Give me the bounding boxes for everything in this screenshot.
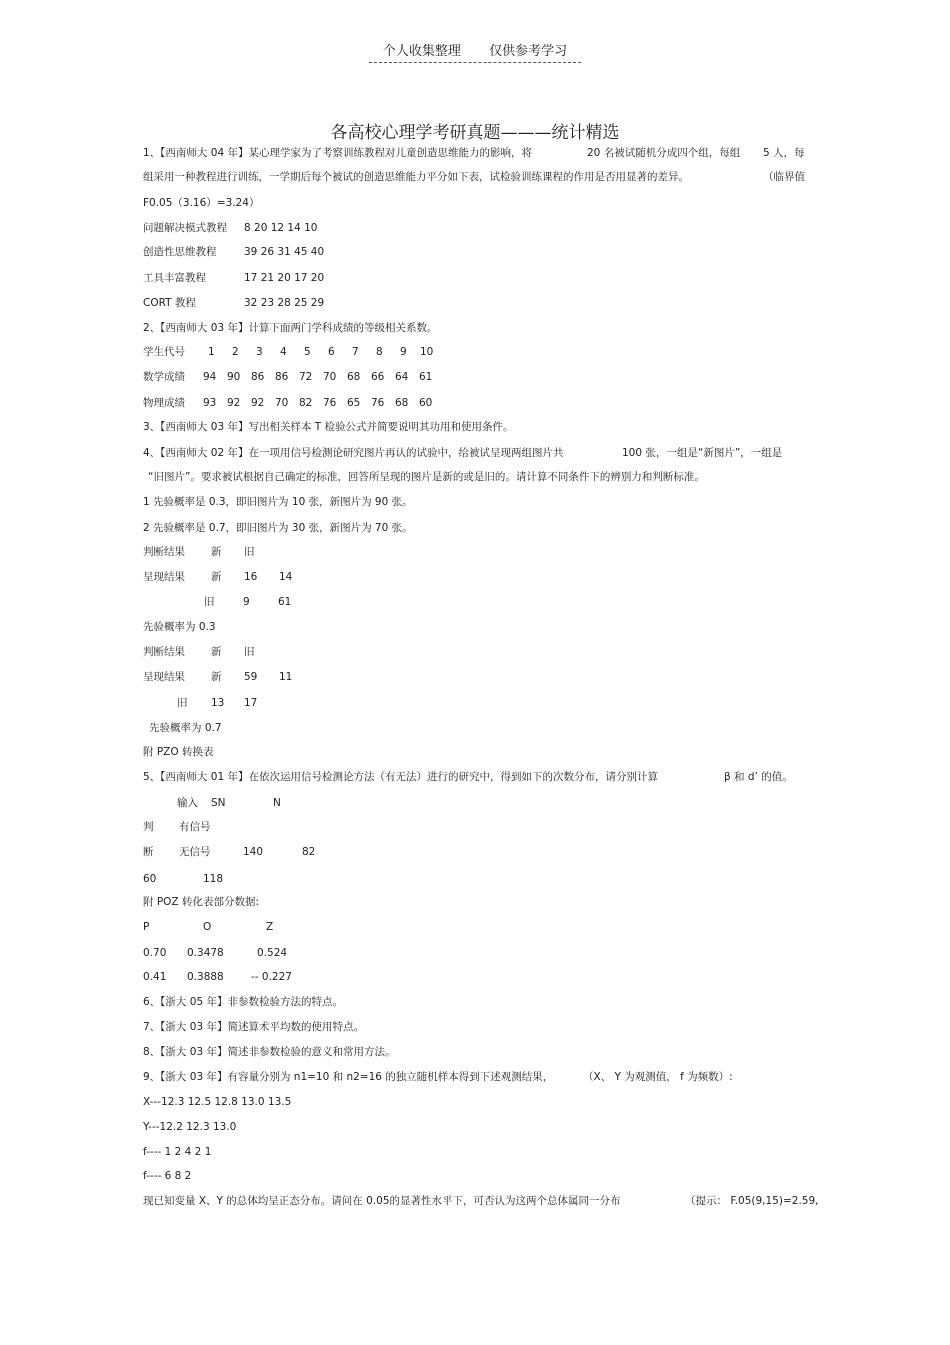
q1-row-values: 8 20 12 14 10 xyxy=(244,222,318,234)
q2-cell: 76 xyxy=(371,397,385,409)
q2-cell: 65 xyxy=(347,397,361,409)
q1-row-label: 问题解决模式教程 xyxy=(143,222,227,234)
q2-cell: 86 xyxy=(275,371,289,383)
q4-t2-cell: 17 xyxy=(244,697,258,709)
q4-t2-cell: 13 xyxy=(211,697,225,709)
q5-cell: 0.70 xyxy=(143,947,167,959)
q2-cell: 5 xyxy=(304,346,311,358)
q5-head: P xyxy=(143,921,150,933)
q5-line-a: 5、【西南师大 01 年】在依次运用信号检测论方法（有无法）进行的研究中，得到如下的次数分布，请分别计算 xyxy=(143,771,658,783)
q5-cell: 0.3888 xyxy=(187,971,224,983)
q4-t2-cell: 新 xyxy=(211,671,222,683)
q2-cell: 68 xyxy=(347,371,361,383)
q4-t2-new: 新 xyxy=(211,646,222,658)
q5-head: O xyxy=(203,921,212,933)
q4-t2-cell: 旧 xyxy=(177,697,188,709)
q4-attachment: 附 PZO 转换表 xyxy=(143,746,214,758)
q9-line-d: （提示： F.05(9,15)=2.59, xyxy=(685,1195,819,1207)
q5-cell: 0.3478 xyxy=(187,947,224,959)
q9-f1: f---- 1 2 4 2 1 xyxy=(143,1146,212,1158)
q4-t2-present: 呈现结果 xyxy=(143,671,185,683)
q2-cell: 94 xyxy=(203,371,217,383)
q4-t1-new: 新 xyxy=(211,546,222,558)
q2-cell: 70 xyxy=(275,397,289,409)
q4-line-c: “旧图片”。要求被试根据自己确定的标准，回答所呈现的图片是新的或是旧的。请计算不同条件下的辨别力和判断标准。 xyxy=(148,471,705,483)
q4-t1-old: 旧 xyxy=(244,546,255,558)
q1-row-label: CORT 教程 xyxy=(143,297,196,309)
q2-cell: 86 xyxy=(251,371,265,383)
q1-row-values: 32 23 28 25 29 xyxy=(244,297,325,309)
q4-t2-old: 旧 xyxy=(244,646,255,658)
q5-line-b: β 和 d’ 的值。 xyxy=(724,771,793,783)
q2-cell: 10 xyxy=(420,346,434,358)
q9-f2: f---- 6 8 2 xyxy=(143,1170,192,1182)
q5-cell: 82 xyxy=(302,846,316,858)
q4-t1-cell: 16 xyxy=(244,571,258,583)
q1-row-label: 创造性思维教程 xyxy=(143,246,217,258)
q4-t1-cell: 旧 xyxy=(204,596,215,608)
q1-line-a: 1、【西南师大 04 年】某心理学家为了考察训练教程对儿童创造思维能力的影响，将 xyxy=(143,147,532,159)
q5-head: Z xyxy=(266,921,274,933)
q4-t1-cell: 9 xyxy=(243,596,250,608)
q2-cell: 6 xyxy=(328,346,335,358)
header-left: 个人收集整理 xyxy=(382,44,461,59)
q5-input: 输入 xyxy=(177,797,198,809)
q5-cell: -- 0.227 xyxy=(251,971,292,983)
q1-row-values: 39 26 31 45 40 xyxy=(244,246,325,258)
q1-row-values: 17 21 20 17 20 xyxy=(244,272,325,284)
q4-t1-prior: 先验概率为 0.3 xyxy=(143,621,216,633)
q4-t1-present: 呈现结果 xyxy=(143,571,185,583)
q5-n: N xyxy=(273,797,281,809)
q5-cell: 118 xyxy=(203,873,224,885)
q5-cell: 60 xyxy=(143,873,157,885)
document-title: 各高校心理学考研真题———统计精选 xyxy=(330,123,620,143)
q2-text: 2、【西南师大 03 年】计算下面两门学科成绩的等级相关系数。 xyxy=(143,322,438,334)
q4-prior-2: 2 先验概率是 0.7，即旧图片为 30 张，新图片为 70 张。 xyxy=(143,522,413,534)
q2-cell: 4 xyxy=(280,346,287,358)
q2-row-label: 学生代号 xyxy=(143,346,185,358)
q4-t1-cell: 新 xyxy=(211,571,222,583)
q4-t1-cell: 14 xyxy=(279,571,293,583)
q4-t2-prior: 先验概率为 0.7 xyxy=(149,722,222,734)
q5-sn: SN xyxy=(211,797,226,809)
q2-cell: 82 xyxy=(299,397,313,409)
q4-line-b: 100 张，一组是“新图片”，一组是 xyxy=(622,447,783,459)
q2-cell: 8 xyxy=(376,346,383,358)
q9-x: X---12.3 12.5 12.8 13.0 13.5 xyxy=(143,1096,292,1108)
q2-row-label: 物理成绩 xyxy=(143,397,185,409)
q9-y: Y---12.2 12.3 13.0 xyxy=(143,1121,237,1133)
q8-text: 8、【浙大 03 年】简述非参数检验的意义和常用方法。 xyxy=(143,1046,396,1058)
q2-cell: 3 xyxy=(256,346,263,358)
q7-text: 7、【浙大 03 年】简述算术平均数的使用特点。 xyxy=(143,1021,364,1033)
q2-row-label: 数学成绩 xyxy=(143,371,185,383)
q5-cell: 0.41 xyxy=(143,971,167,983)
q2-cell: 7 xyxy=(352,346,359,358)
q2-cell: 1 xyxy=(208,346,215,358)
q4-t1-judge: 判断结果 xyxy=(143,546,185,558)
q5-cell: 140 xyxy=(243,846,264,858)
q4-prior-1: 1 先验概率是 0.3，即旧图片为 10 张，新图片为 90 张。 xyxy=(143,496,413,508)
q4-t1-cell: 61 xyxy=(278,596,292,608)
q1-line-f: F0.05（3.16）=3.24） xyxy=(143,197,260,209)
q4-t2-cell: 11 xyxy=(279,671,293,683)
q1-line-c: 5 人，每 xyxy=(763,147,805,159)
page-header xyxy=(0,40,950,63)
q1-line-d: 组采用一种教程进行训练，一学期后每个被试的创造思维能力平分如下表，试检验训练课程的作用是否用显著的差异。 xyxy=(143,171,689,183)
q3-text: 3、【西南师大 03 年】写出相关样本 T 检验公式并简要说明其功用和使用条件。 xyxy=(143,421,514,433)
q2-cell: 72 xyxy=(299,371,313,383)
q2-cell: 92 xyxy=(251,397,265,409)
q2-cell: 2 xyxy=(232,346,239,358)
q2-cell: 64 xyxy=(395,371,409,383)
q2-cell: 90 xyxy=(227,371,241,383)
q5-cell: 0.524 xyxy=(257,947,288,959)
q6-text: 6、【浙大 05 年】非参数检验方法的特点。 xyxy=(143,996,343,1008)
q5-pan: 判 xyxy=(143,821,154,833)
q5-duan: 断 xyxy=(143,846,154,858)
q9-line-c: 现已知变量 X、Y 的总体均呈正态分布。请问在 0.05的显著性水平下，可否认为这两个总体属同一分布 xyxy=(143,1195,621,1207)
q2-cell: 66 xyxy=(371,371,385,383)
q5-no-signal: 无信号 xyxy=(179,846,211,858)
q1-line-e: （临界值 xyxy=(763,171,805,183)
q2-cell: 68 xyxy=(395,397,409,409)
q4-t2-judge: 判断结果 xyxy=(143,646,185,658)
q4-t2-cell: 59 xyxy=(244,671,258,683)
q2-cell: 92 xyxy=(227,397,241,409)
q5-attachment: 附 POZ 转化表部分数据: xyxy=(143,896,260,908)
q4-line-a: 4、【西南师大 02 年】在一项用信号检测论研究图片再认的试验中，给被试呈现两组图片共 xyxy=(143,447,564,459)
q1-row-label: 工具丰富教程 xyxy=(143,272,206,284)
header-banner xyxy=(369,40,581,63)
q2-cell: 93 xyxy=(203,397,217,409)
q9-line-a: 9、【浙大 03 年】有容量分别为 n1=10 和 n2=16 的独立随机样本得到下述观测结果， xyxy=(143,1071,554,1083)
q2-cell: 60 xyxy=(419,397,433,409)
q1-line-b: 20 名被试随机分成四个组，每组 xyxy=(587,147,741,159)
q2-cell: 76 xyxy=(323,397,337,409)
q2-cell: 9 xyxy=(400,346,407,358)
q9-line-b: （X、 Y 为观测值， f 为频数）: xyxy=(583,1071,733,1083)
header-right: 仅供参考学习 xyxy=(489,44,568,59)
q5-has-signal: 有信号 xyxy=(179,821,211,833)
q2-cell: 61 xyxy=(419,371,433,383)
q2-cell: 70 xyxy=(323,371,337,383)
